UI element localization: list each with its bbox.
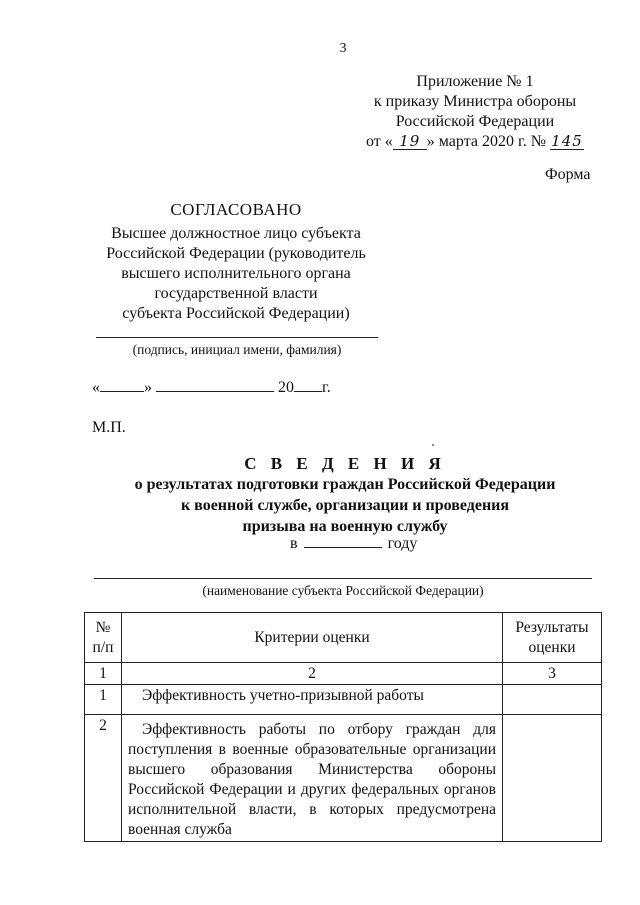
- table-row: [85, 715, 602, 842]
- row-result: [503, 685, 602, 715]
- subject-caption: (наименование субъекта Российской Федерации): [202, 583, 484, 598]
- title-line-2: к военной службе, организации и проведения: [180, 497, 510, 514]
- year-prefix: 20: [278, 379, 294, 396]
- column-number-row: [85, 663, 602, 685]
- page-number: 3: [339, 41, 347, 56]
- header-num-line-2: п/п: [92, 638, 114, 656]
- document-title: [90, 453, 600, 537]
- signature-line: [96, 337, 378, 338]
- appendix-date-line: [355, 132, 595, 152]
- header-results: [503, 613, 602, 663]
- title-line-1: о результатах подготовки граждан Российской Федерации: [134, 476, 556, 493]
- appendix-line-3: Российской Федерации: [395, 113, 555, 130]
- handwritten-order-number: 145: [551, 132, 583, 150]
- year-suffix: г.: [322, 379, 331, 396]
- date-close-quote: »: [144, 379, 152, 396]
- date-open-quote: «: [92, 379, 100, 396]
- column-number: 3: [503, 663, 602, 685]
- month-blank: [156, 379, 274, 392]
- approval-line: субъекта Российской Федерации): [122, 305, 350, 322]
- header-results-line-2: оценки: [528, 638, 576, 656]
- approval-line: государственной власти: [154, 285, 318, 302]
- approval-line: высшего исполнительного органа: [121, 265, 351, 282]
- header-num: [85, 613, 122, 663]
- row-number: 2: [85, 715, 122, 842]
- report-year-blank: [304, 535, 382, 548]
- handwritten-day: 19: [393, 133, 427, 150]
- report-year-line: [290, 534, 417, 554]
- column-number: 2: [122, 663, 503, 685]
- title-heading: С В Е Д Е Н И Я: [244, 454, 446, 473]
- approval-block: [80, 200, 392, 324]
- year-blank: [294, 379, 322, 392]
- approval-heading: СОГЛАСОВАНО: [170, 200, 302, 219]
- approval-date-line: [92, 378, 331, 398]
- approval-line: Высшее должностное лицо субъекта: [111, 225, 361, 242]
- appendix-line-2: к приказу Министра обороны: [373, 93, 577, 110]
- day-blank: [100, 379, 144, 392]
- row-result: [503, 715, 602, 842]
- date-prefix: от «: [366, 133, 393, 150]
- title-line-3: призыва на военную службу: [242, 518, 448, 535]
- year-word-prefix: в: [290, 535, 298, 552]
- signature-caption: (подпись, инициал имени, фамилия): [132, 342, 342, 357]
- header-num-line-1: №: [95, 619, 111, 637]
- subject-name-line: [94, 578, 592, 579]
- header-criteria: Критерии оценки: [122, 613, 503, 663]
- form-label: Форма: [545, 166, 591, 183]
- table-header-row: [85, 613, 602, 663]
- approval-line: Российской Федерации (руководитель: [106, 245, 366, 262]
- header-results-line-1: Результаты: [515, 619, 589, 637]
- appendix-block: [355, 72, 595, 152]
- column-number: 1: [85, 663, 122, 685]
- row-number: 1: [85, 685, 122, 715]
- table-row: [85, 685, 602, 715]
- row-criteria: Эффективность учетно-призывной работы: [122, 685, 503, 715]
- appendix-line-1: Приложение № 1: [416, 73, 534, 90]
- criteria-table: [84, 612, 602, 842]
- seal-label: М.П.: [92, 419, 126, 436]
- date-mid: » марта 2020 г. №: [426, 133, 546, 150]
- row-criteria: Эффективность работы по отбору граждан для поступления в военные образовательные организации высшего образования Министерства обороны Российской Федерации и других федеральных органов исполнительной власти, в которых предусмотрена военная служба: [122, 715, 503, 842]
- year-word-suffix: году: [387, 535, 418, 552]
- scan-speck: [432, 444, 434, 446]
